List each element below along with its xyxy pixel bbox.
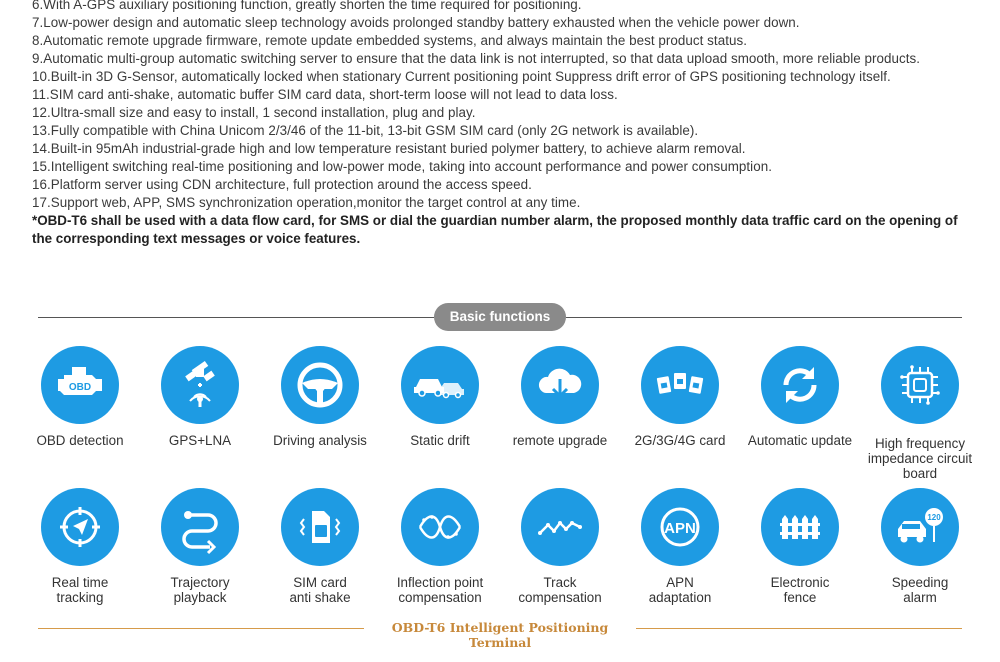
function-label: Driving analysis	[273, 433, 367, 448]
function-label: High frequency impedance circuit board	[867, 436, 973, 481]
function-label: Track compensation	[518, 575, 602, 605]
function-trajectory-playback	[140, 488, 260, 605]
satellite-icon	[172, 357, 228, 413]
feature-item: 8.Automatic remote upgrade firmware, remote update embedded systems, and always maintain the best product status.	[32, 33, 747, 48]
function-driving-analysis	[260, 346, 380, 448]
function-static-drift	[380, 346, 500, 448]
function-label: 2G/3G/4G card	[634, 433, 726, 448]
function-electronic-fence	[740, 488, 860, 605]
section-divider-right	[566, 317, 962, 318]
feature-item: 7.Low-power design and automatic sleep technology avoids prolonged standby battery exhausted when the vehicle power down.	[32, 15, 800, 30]
feature-item: 17.Support web, APP, SMS synchronization operation,monitor the target control at any time.	[32, 195, 581, 210]
function-label: remote upgrade	[512, 433, 608, 448]
function-label: GPS+LNA	[168, 433, 232, 448]
trajectory-icon	[172, 499, 228, 555]
function-label: Automatic update	[747, 433, 853, 448]
function-apn-adaptation	[620, 488, 740, 605]
track-icon	[532, 499, 588, 555]
function-label: Speeding alarm	[891, 575, 949, 605]
feature-item: 6.With A-GPS auxiliary positioning function, greatly shorten the time required for positioning.	[32, 0, 582, 12]
location-arrow-icon	[52, 499, 108, 555]
obd-engine-icon	[52, 357, 108, 413]
function-remote-upgrade	[500, 346, 620, 448]
function-sim-anti-shake	[260, 488, 380, 605]
function-track-compensation	[500, 488, 620, 605]
function-label: Inflection point compensation	[396, 575, 484, 605]
function-label: SIM card anti shake	[289, 575, 351, 605]
steering-wheel-icon	[292, 357, 348, 413]
feature-item: 13.Fully compatible with China Unicom 2/3/46 of the 11-bit, 13-bit GSM SIM card (only 2G network is available).	[32, 123, 699, 138]
feature-item: 12.Ultra-small size and easy to install, 1 second installation, plug and play.	[32, 105, 476, 120]
function-automatic-update	[740, 346, 860, 448]
sim-card-icon	[292, 499, 348, 555]
feature-list	[32, 0, 972, 248]
function-inflection-compensation	[380, 488, 500, 605]
section-title: Basic functions	[434, 303, 566, 331]
circuit-board-icon	[892, 357, 948, 413]
refresh-icon	[772, 357, 828, 413]
function-label: Electronic fence	[770, 575, 830, 605]
apn-icon	[652, 499, 708, 555]
apn-icon-text: APN	[664, 520, 696, 537]
function-obd-detection	[20, 346, 140, 448]
speed-limit-text: 120	[927, 513, 941, 522]
speed-alarm-icon	[892, 499, 948, 555]
footer-divider-left	[38, 628, 364, 629]
function-network-card	[620, 346, 740, 448]
footer-divider-right	[636, 628, 962, 629]
function-real-time-tracking	[20, 488, 140, 605]
usage-note: *OBD-T6 shall be used with a data flow card, for SMS or dial the guardian number alarm, the proposed monthly data traffic card on the opening of the corresponding text messages or voice features.	[32, 213, 958, 246]
function-speeding-alarm	[860, 488, 980, 605]
feature-item: 15.Intelligent switching real-time positioning and low-power mode, taking into account performance and power consumption.	[32, 159, 772, 174]
function-label: Real time tracking	[51, 575, 109, 605]
function-label: Static drift	[410, 433, 470, 448]
function-gps-lna	[140, 346, 260, 448]
feature-item: 10.Built-in 3D G-Sensor, automatically locked when stationary Current positioning point Suppress drift error of GPS positioning technology itself.	[32, 69, 891, 84]
sim-cards-icon	[652, 357, 708, 413]
feature-item: 14.Built-in 95mAh industrial-grade high and low temperature resistant buried polymer battery, to achieve alarm removal.	[32, 141, 746, 156]
fence-icon	[772, 499, 828, 555]
function-label: OBD detection	[36, 433, 124, 448]
feature-item: 11.SIM card anti-shake, automatic buffer SIM card data, short-term loose will not lead to data loss.	[32, 87, 618, 102]
obd-icon-text: OBD	[68, 382, 92, 393]
footer-title: OBD-T6 Intelligent Positioning Terminal	[391, 620, 609, 650]
inflection-icon	[412, 499, 468, 555]
function-label: APN adaptation	[648, 575, 712, 605]
section-divider-left	[38, 317, 434, 318]
feature-item: 16.Platform server using CDN architecture, full protection around the access speed.	[32, 177, 532, 192]
function-circuit-board	[860, 346, 980, 481]
feature-item: 9.Automatic multi-group automatic switching server to ensure that the data link is not interrupted, so that data upload smooth, more reliable products.	[32, 51, 921, 66]
cars-icon	[412, 357, 468, 413]
cloud-download-icon	[532, 357, 588, 413]
function-label: Trajectory playback	[170, 575, 230, 605]
